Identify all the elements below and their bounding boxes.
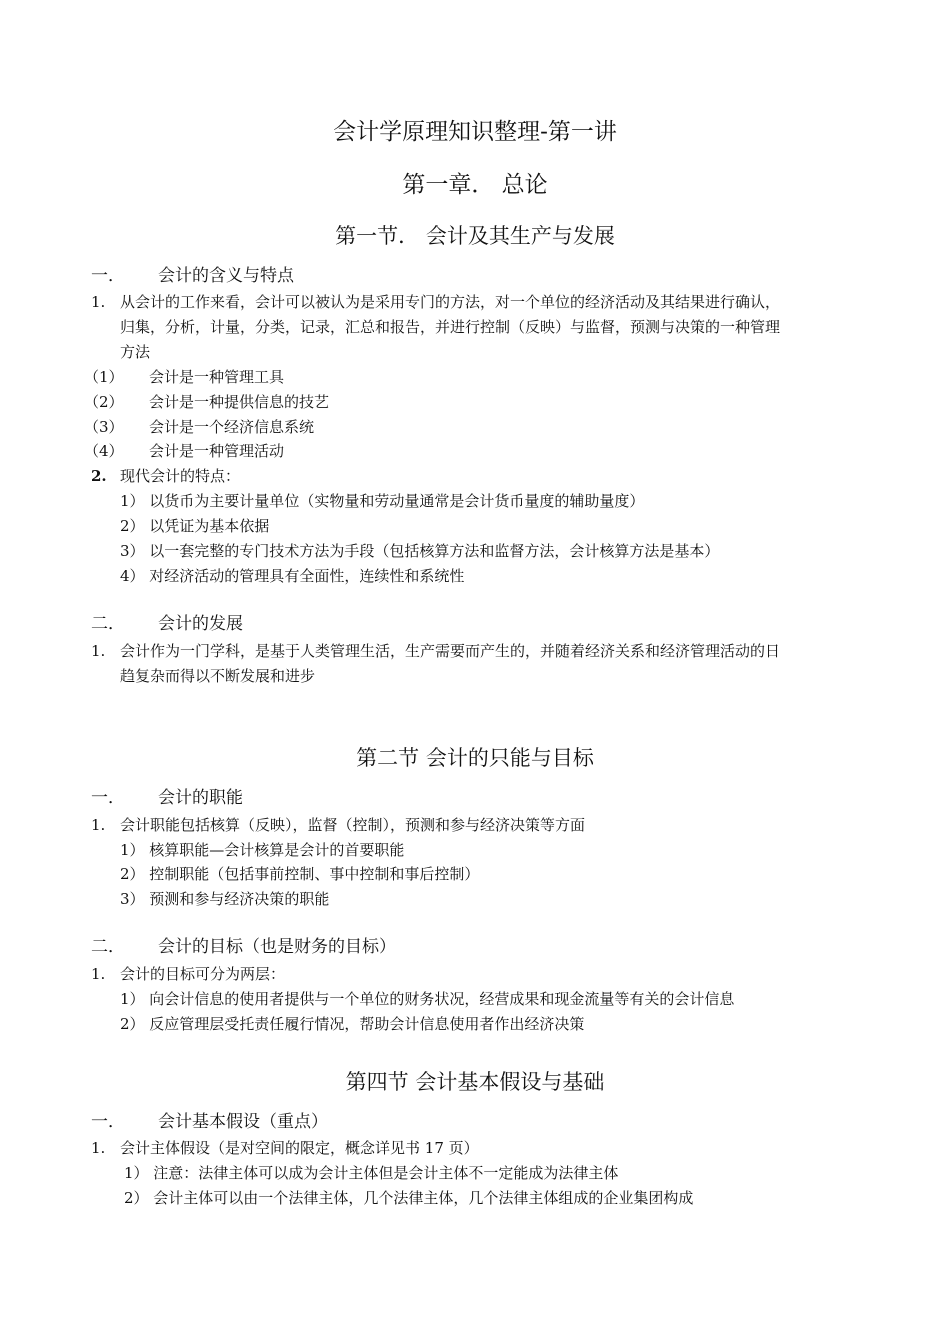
s2-heading-b-text: 会计的目标（也是财务的目标） [158, 937, 396, 957]
s4-heading-a [91, 1111, 328, 1133]
s1-heading-b-num: 二． [91, 614, 125, 634]
s2-func-2: 2） 控制职能（包括事前控制、事中控制和事后控制） [120, 865, 480, 883]
s2-goal-2: 2） 反应管理层受托责任履行情况，帮助会计信息使用者作出经济决策 [120, 1015, 585, 1033]
s4-p1-text: 会计主体假设（是对空间的限定，概念详见书 17 页） [120, 1139, 479, 1157]
s1-heading-a-num: 一． [91, 266, 125, 286]
section-1-title: 第一节． 会计及其生产与发展 [335, 224, 615, 248]
section-4-title: 第四节 会计基本假设与基础 [345, 1070, 605, 1094]
s1-heading-a [91, 265, 294, 287]
s1-sub1-num: （1） [84, 368, 124, 386]
s2-heading-b-num: 二． [91, 937, 125, 957]
s1-q1-num: 1. [91, 642, 106, 660]
s2-heading-b [91, 936, 396, 958]
s1-sub4-text: 会计是一种管理活动 [149, 442, 285, 460]
s4-heading-a-text: 会计基本假设（重点） [158, 1112, 328, 1132]
s4-note-1: 1） 注意：法律主体可以成为会计主体但是会计主体不一定能成为法律主体 [124, 1164, 619, 1182]
chapter-title: 第一章． 总论 [402, 172, 548, 198]
section-2-title: 第二节 会计的只能与目标 [356, 746, 594, 770]
s1-trait-4: 4） 对经济活动的管理具有全面性，连续性和系统性 [120, 567, 465, 585]
s1-sub4-num: （4） [84, 442, 124, 460]
s2-func-1: 1） 核算职能—会计核算是会计的首要职能 [120, 841, 405, 859]
s1-q1-line2: 趋复杂而得以不断发展和进步 [120, 667, 316, 685]
s1-heading-a-text: 会计的含义与特点 [158, 266, 294, 286]
document-title: 会计学原理知识整理-第一讲 [333, 119, 617, 145]
s1-p1-line3: 方法 [120, 343, 151, 361]
s1-p1-line1: 从会计的工作来看，会计可以被认为是采用专门的方法，对一个单位的经济活动及其结果进行确认， [120, 293, 781, 311]
s4-heading-a-num: 一． [91, 1112, 125, 1132]
s2-p1-text: 会计职能包括核算（反映），监督（控制），预测和参与经济决策等方面 [120, 816, 586, 834]
s2-heading-a [91, 787, 243, 809]
s4-note-2: 2） 会计主体可以由一个法律主体，几个法律主体，几个法律主体组成的企业集团构成 [124, 1189, 694, 1207]
s1-sub2-num: （2） [84, 393, 124, 411]
s1-sub1-text: 会计是一种管理工具 [149, 368, 285, 386]
s2-p2-num: 1. [91, 965, 106, 983]
s1-p2-num: 2. [91, 467, 107, 485]
s1-heading-b-text: 会计的发展 [158, 614, 243, 634]
s1-sub3-num: （3） [84, 418, 124, 436]
s1-p1-num: 1. [91, 293, 106, 311]
s1-trait-3: 3） 以一套完整的专门技术方法为手段（包括核算方法和监督方法，会计核算方法是基本） [120, 542, 720, 560]
s1-p1-line2: 归集，分析，计量，分类，记录，汇总和报告，并进行控制（反映）与监督，预测与决策的一种管理 [120, 318, 781, 336]
s2-heading-a-num: 一． [91, 788, 125, 808]
s1-q1-line1: 会计作为一门学科，是基于人类管理生活，生产需要而产生的，并随着经济关系和经济管理活动的日 [120, 642, 781, 660]
s2-heading-a-text: 会计的职能 [158, 788, 243, 808]
s1-trait-1: 1） 以货币为主要计量单位（实物量和劳动量通常是会计货币量度的辅助量度） [120, 492, 645, 510]
s2-p2-text: 会计的目标可分为两层： [120, 965, 286, 983]
s1-trait-2: 2） 以凭证为基本依据 [120, 517, 270, 535]
s2-p1-num: 1. [91, 816, 106, 834]
s2-func-3: 3） 预测和参与经济决策的职能 [120, 890, 330, 908]
s4-p1-num: 1. [91, 1139, 106, 1157]
s2-goal-1: 1） 向会计信息的使用者提供与一个单位的财务状况，经营成果和现金流量等有关的会计信息 [120, 990, 735, 1008]
s1-sub3-text: 会计是一个经济信息系统 [149, 418, 315, 436]
s1-sub2-text: 会计是一种提供信息的技艺 [149, 393, 330, 411]
s1-heading-b [91, 613, 243, 635]
s1-p2-text: 现代会计的特点： [120, 467, 241, 485]
